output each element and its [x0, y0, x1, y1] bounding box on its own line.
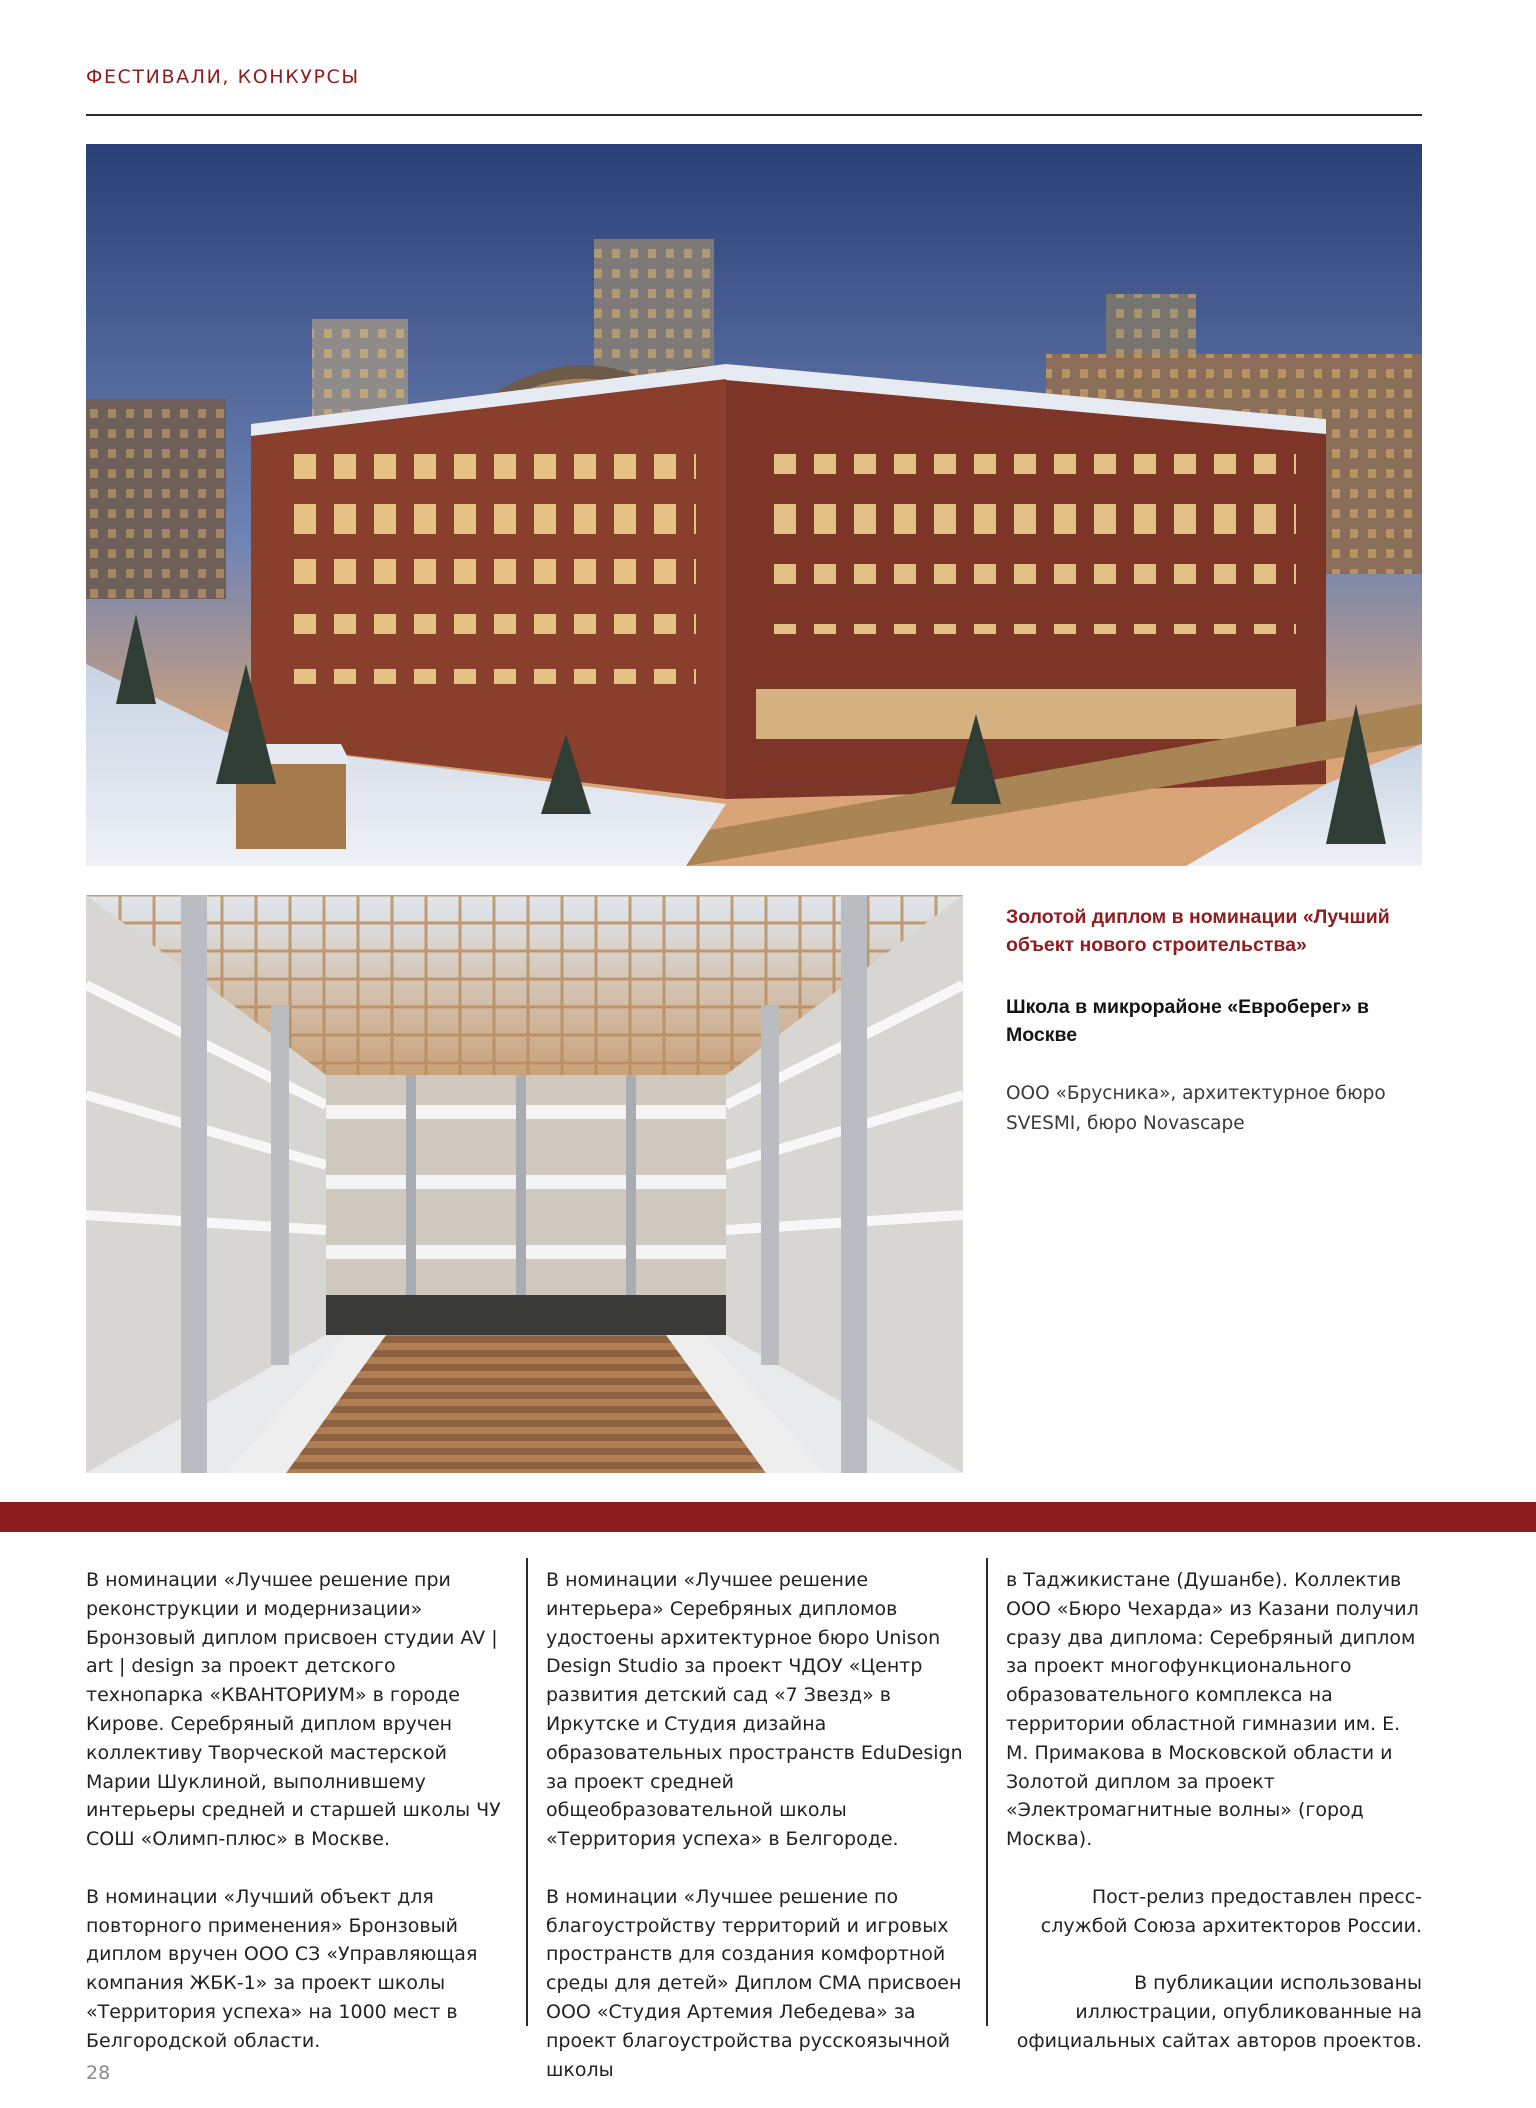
- page-number: 28: [86, 2062, 111, 2084]
- column-rule: [986, 1558, 988, 2026]
- illustrations-note: В публикации использованы иллюстрации, опубликованные на официальных сайтах авторов проектов.: [1016, 1972, 1422, 2052]
- photo-school-atrium: [86, 895, 963, 1473]
- text-column-1: [86, 1566, 506, 2056]
- paragraph: В номинации «Лучшее решение по благоустройству территорий и игровых пространств для создания комфортной среды для детей» Диплом СМА присвоен ООО «Студия Артемия Лебедева» за проект благоустройства русскоязычной школы: [546, 1885, 962, 2081]
- red-band: [0, 1502, 1536, 1532]
- photo-caption: [1006, 903, 1422, 1139]
- press-credit: Пост-релиз предоставлен пресс-службой Союза архитекторов России.: [1040, 1885, 1422, 1937]
- text-column-2: [546, 1566, 966, 2084]
- caption-authors: ООО «Брусника», архитектурное бюро SVESMI, бюро Novascape: [1006, 1083, 1386, 1134]
- section-label: ФЕСТИВАЛИ, КОНКУРСЫ: [86, 66, 360, 88]
- paragraph: В номинации «Лучший объект для повторного применения» Бронзовый диплом вручен ООО СЗ «Управляющая компания ЖБК-1» за проект школы «Территория успеха» на 1000 мест в Белгородской области.: [86, 1885, 478, 2052]
- photo-school-exterior: [86, 144, 1422, 866]
- top-rule: [86, 114, 1422, 116]
- caption-award: Золотой диплом в номинации «Лучший объект нового строительства»: [1006, 906, 1390, 956]
- paragraph: В номинации «Лучшее решение при реконструкции и модернизации» Бронзовый диплом присвоен студии AV | art | design за проект детского технопарка «КВАНТОРИУМ» в городе Кирове. Серебряный диплом вручен коллективу Творческой мастерской Марии Шуклиной, выполнившему интерьеры средней и старшей школы ЧУ СОШ «Олимп-плюс» в Москве.: [86, 1569, 501, 1851]
- paragraph: в Таджикистане (Душанбе). Коллектив ООО «Бюро Чехарда» из Казани получил сразу два диплома: Серебряный диплом за проект многофункционального образовательного комплекса на территории областной гимназии им. Е. М. Примакова в Московской области и Золотой диплом за проект «Электромагнитные волны» (город Москва).: [1006, 1569, 1419, 1851]
- column-rule: [526, 1558, 528, 2026]
- caption-project: Школа в микрорайоне «Евроберег» в Москве: [1006, 996, 1369, 1046]
- text-column-3: [1006, 1566, 1422, 2056]
- paragraph: В номинации «Лучшее решение интерьера» Серебряных дипломов удостоены архитектурное бюро Unison Design Studio за проект ЧДОУ «Центр развития детский сад «7 Звезд» в Иркутске и Студия дизайна образовательных пространств EduDesign за проект средней общеобразовательной школы «Территория успеха» в Белгороде.: [546, 1569, 963, 1851]
